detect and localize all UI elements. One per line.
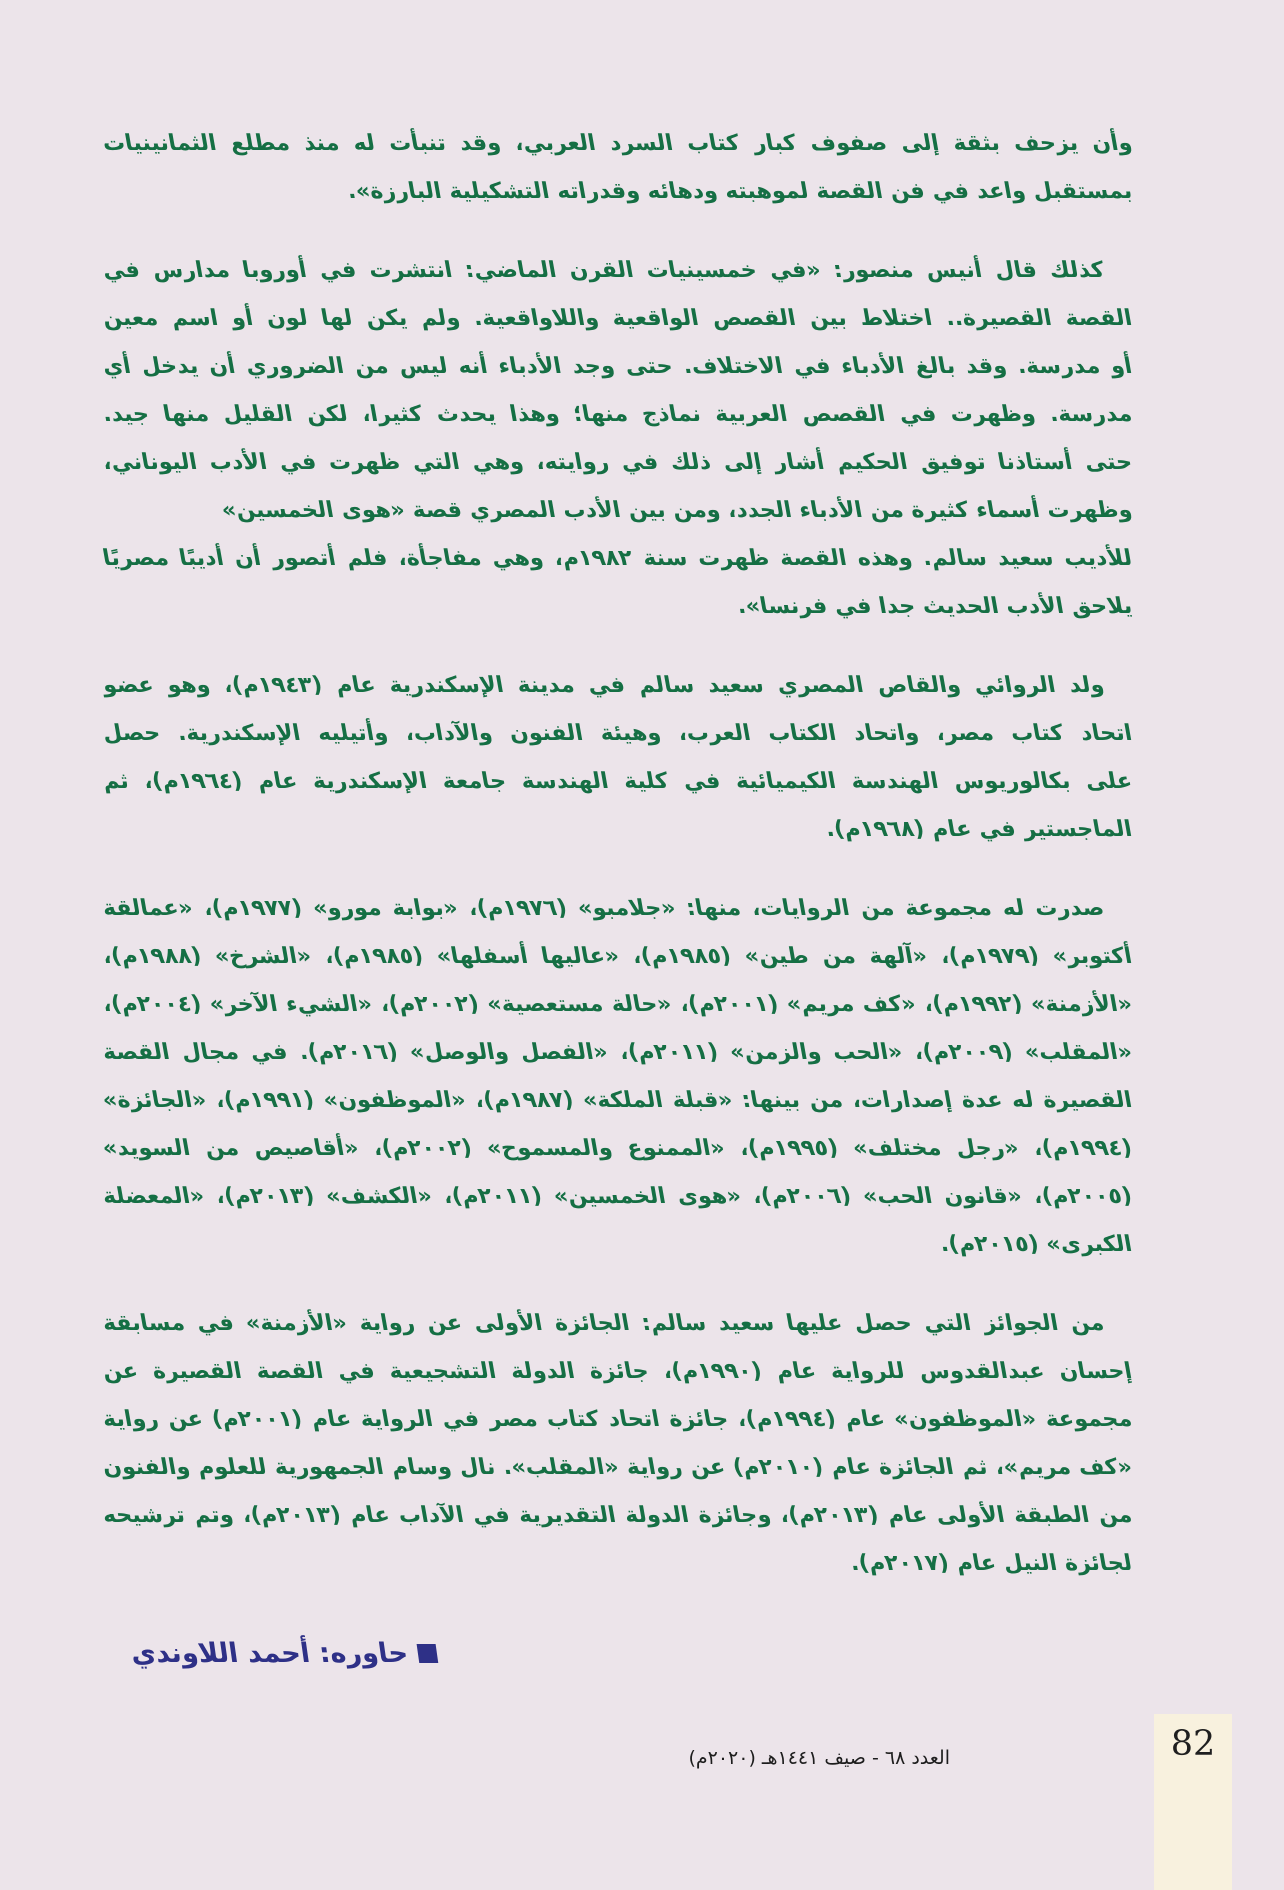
text-line: الماجستير في عام (١٩٦٨م). (823, 817, 1135, 842)
text-line: الكبرى» (٢٠١٥م). (938, 1232, 1135, 1257)
text-line: «المقلب» (٢٠٠٩م)، «الحب والزمن» (٢٠١١م)، «الفصل والوصل» (٢٠١٦م). في مجال القصة (100, 1040, 1135, 1065)
text-line: مدرسة. وظهرت في القصص العربية نماذج منها؛ وهذا يحدث كثيرا، لكن القليل منها جيد. (100, 402, 1135, 427)
page-number: 82 (1170, 1724, 1216, 1764)
text-line: القصيرة له عدة إصدارات، من بينها: «قبلة الملكة» (١٩٨٧م)، «الموظفون» (١٩٩١م)، «الجائزة» (100, 1088, 1135, 1113)
text-line: كذلك قال أنيس منصور: «في خمسينيات القرن الماضي: انتشرت في أوروبا مدارس في (100, 258, 1107, 283)
text-line: «الأزمنة» (١٩٩٢م)، «كف مريم» (٢٠٠١م)، «حالة مستعصية» (٢٠٠٢م)، «الشيء الآخر» (٢٠٠٤م)، (100, 992, 1135, 1017)
paragraph-quote-continuation (100, 120, 1135, 216)
text-line: اتحاد كتاب مصر، واتحاد الكتاب العرب، وهيئة الفنون والآداب، وأتيليه الإسكندرية. حصل (100, 721, 1135, 746)
page-number-band (1154, 1714, 1232, 1890)
text-line: للأديب سعيد سالم. وهذه القصة ظهرت سنة ١٩٨٢م، وهي مفاجأة، فلم أتصور أن أديبًا مصريًا (100, 546, 1135, 571)
byline-text: حاوره: أحمد اللاوندي (128, 1638, 411, 1669)
text-line: وظهرت أسماء كثيرة من الأدباء الجدد، ومن بين الأدب المصري قصة «هوى الخمسين» (219, 498, 1135, 523)
article-text-block (100, 120, 1135, 1588)
paragraph-awards (100, 1300, 1135, 1588)
text-line: أو مدرسة. وقد بالغ الأدباء في الاختلاف. حتى وجد الأدباء أنه ليس من الضروري أن يدخل أي (100, 354, 1135, 379)
text-line: إحسان عبدالقدوس للرواية عام (١٩٩٠م)، جائزة الدولة التشجيعية في القصة القصيرة عن (100, 1359, 1135, 1384)
bullet-square-icon (417, 1644, 439, 1663)
text-line: القصة القصيرة.. اختلاط بين القصص الواقعية واللاواقعية. ولم يكن لها لون أو اسم معين (100, 306, 1135, 331)
interviewer-byline (100, 1632, 440, 1676)
text-line: «كف مريم»، ثم الجائزة عام (٢٠١٠م) عن رواية «المقلب». نال وسام الجمهورية للعلوم والفنون (100, 1455, 1135, 1480)
text-line: لجائزة النيل عام (٢٠١٧م). (848, 1551, 1135, 1576)
text-line: على بكالوريوس الهندسة الكيميائية في كلية الهندسة جامعة الإسكندرية عام (١٩٦٤م)، ثم (100, 769, 1135, 794)
text-line: بمستقبل واعد في فن القصة لموهبته ودهائه وقدراته التشكيلية البارزة». (345, 179, 1135, 204)
text-line: من الجوائز التي حصل عليها سعيد سالم: الجائزة الأولى عن رواية «الأزمنة» في مسابقة (100, 1311, 1107, 1336)
text-line: وأن يزحف بثقة إلى صفوف كبار كتاب السرد العربي، وقد تنبأت له منذ مطلع الثمانينيات (100, 131, 1135, 156)
text-line: من الطبقة الأولى عام (٢٠١٣م)، وجائزة الدولة التقديرية في الآداب عام (٢٠١٣م)، وتم ترشيحه (100, 1503, 1135, 1528)
text-line: حتى أستاذنا توفيق الحكيم أشار إلى ذلك في روايته، وهي التي ظهرت في الأدب اليوناني، (100, 450, 1135, 475)
paragraph-works (100, 885, 1135, 1269)
text-line: أكتوبر» (١٩٧٩م)، «آلهة من طين» (١٩٨٥م)، «عاليها أسفلها» (١٩٨٥م)، «الشرخ» (١٩٨٨م)، (100, 944, 1135, 969)
text-line: مجموعة «الموظفون» عام (١٩٩٤م)، جائزة اتحاد كتاب مصر في الرواية عام (٢٠٠١م) عن رواية (100, 1407, 1135, 1432)
text-line: صدرت له مجموعة من الروايات، منها: «جلامبو» (١٩٧٦م)، «بوابة مورو» (١٩٧٧م)، «عمالقة (100, 896, 1107, 921)
paragraph-biography (100, 662, 1135, 854)
text-line: يلاحق الأدب الحديث جدا في فرنسا». (735, 594, 1135, 619)
text-line: (٢٠٠٥م)، «قانون الحب» (٢٠٠٦م)، «هوى الخمسين» (٢٠١١م)، «الكشف» (٢٠١٣م)، «المعضلة (100, 1184, 1135, 1209)
text-line: ولد الروائي والقاص المصري سعيد سالم في مدينة الإسكندرية عام (١٩٤٣م)، وهو عضو (100, 673, 1107, 698)
issue-info-line: العدد ٦٨ - صيف ١٤٤١هـ (٢٠٢٠م) (688, 1747, 950, 1769)
text-line: (١٩٩٤م)، «رجل مختلف» (١٩٩٥م)، «الممنوع والمسموح» (٢٠٠٢م)، «أقاصيص من السويد» (100, 1136, 1135, 1161)
paragraph-anis-mansour-quote (100, 247, 1135, 631)
